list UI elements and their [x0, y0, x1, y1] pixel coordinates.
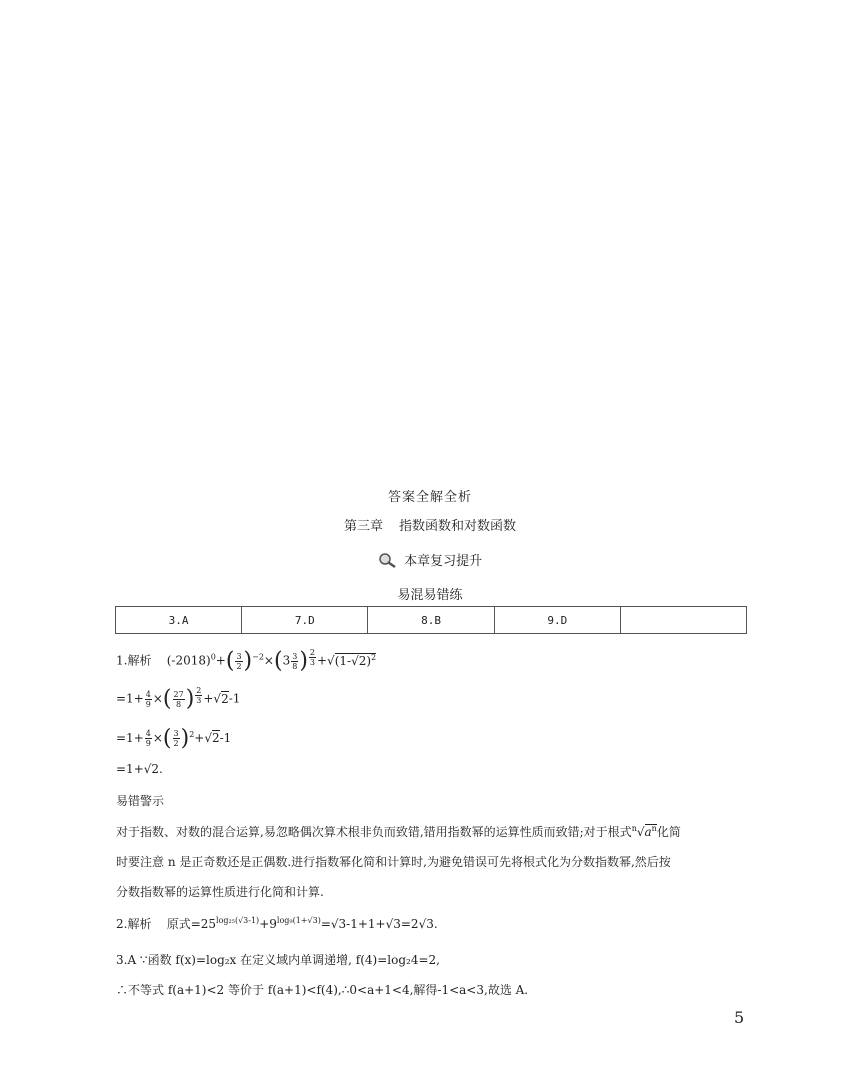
answer-cell: [620, 607, 746, 634]
q1-step-end: -1: [228, 691, 241, 706]
q2-line: [116, 915, 438, 932]
answer-cell: 8.B: [368, 607, 494, 634]
q1-step: =1+: [116, 691, 144, 706]
q1-term: (-2018): [166, 653, 211, 668]
q1-label: 1.解析: [116, 653, 152, 668]
q1-step: =1+: [116, 731, 144, 745]
q2-expr: =√3-1+1+√3=2√3.: [320, 917, 438, 931]
answer-cell: 3.A: [116, 607, 242, 634]
q2-exponent: log₉(1+√3): [276, 916, 321, 925]
warning-para-1: 对于指数、对数的混合运算,易忽略偶次算术根非负而致错,错用指数幂的运算性质而致错;对于根式$^n√a^n$化简: [116, 824, 681, 839]
q3-line1: 3.A ∵函数 f(x)=log₂x 在定义域内单调递增, f(4)=log₂4=2,: [116, 953, 440, 967]
q1-line3: =1+ $\frac{4}{9}$ ×( $\frac{3}{2}$ )$^2$+√2-1: [116, 726, 232, 751]
q1-times: ×: [152, 731, 163, 745]
answer-cell: 9.D: [494, 607, 620, 634]
q1-line2: =1+ $\frac{4}{9}$ ×( $\frac{27}{8}$ ) $^{\frac{2}{3}}$ +√2-1: [116, 686, 241, 712]
warning-text: 化简: [656, 825, 681, 839]
warning-text: 对于指数、对数的混合运算,易忽略偶次算术根非负而致错,错用指数幂的运算性质而致错;对于根式: [116, 825, 632, 839]
q2-exponent: log₂₅(√3-1): [216, 916, 260, 925]
answer-title: 答案全解全析: [387, 490, 472, 505]
q3-line2: ∴不等式 f(a+1)<2 等价于 f(a+1)<f(4),∴0<a+1<4,解得-1<a<3,故选 A.: [116, 983, 529, 997]
warning-title: 易错警示: [116, 794, 165, 808]
q2-label: 2.解析: [116, 917, 152, 931]
warning-para-2: 时要注意 n 是正奇数还是正偶数.进行指数幂化简和计算时,为避免错误可先将根式化为分数指数幂,然后按: [116, 855, 671, 869]
subsection-title: 易混易错练: [397, 588, 463, 603]
q2-expr: +9: [259, 917, 277, 931]
answer-table: [115, 606, 747, 634]
q1-plus: +: [215, 653, 226, 668]
q1-times: ×: [263, 653, 274, 668]
magnifier-icon: [378, 554, 404, 569]
section-heading: [0, 550, 860, 569]
q2-expr: 原式=25: [166, 917, 217, 931]
q1-radicand: (1-: [334, 653, 352, 668]
q1-result: =1+√2.: [116, 762, 163, 776]
q1-step-end: -1: [219, 731, 232, 745]
q1-line1: 1.解析 $(-2018)^0+$( $\frac{3}{2}$ )$^{-2}$×(3 $\frac{3}{8}$ ) $^{\frac{2}{3}}$ $+√(1-√2)^2$: [116, 648, 377, 674]
section-title: 本章复习提升: [404, 554, 483, 569]
table-row: [116, 607, 747, 634]
chapter-number: 第三章: [343, 519, 383, 534]
answer-cell: 7.D: [242, 607, 368, 634]
chapter-name: 指数函数和对数函数: [399, 519, 517, 534]
q1-times: ×: [152, 691, 163, 706]
warning-para-3: 分数指数幂的运算性质进行化简和计算.: [116, 885, 324, 899]
chapter-heading: [0, 515, 860, 534]
page-number: 5: [734, 1008, 745, 1027]
